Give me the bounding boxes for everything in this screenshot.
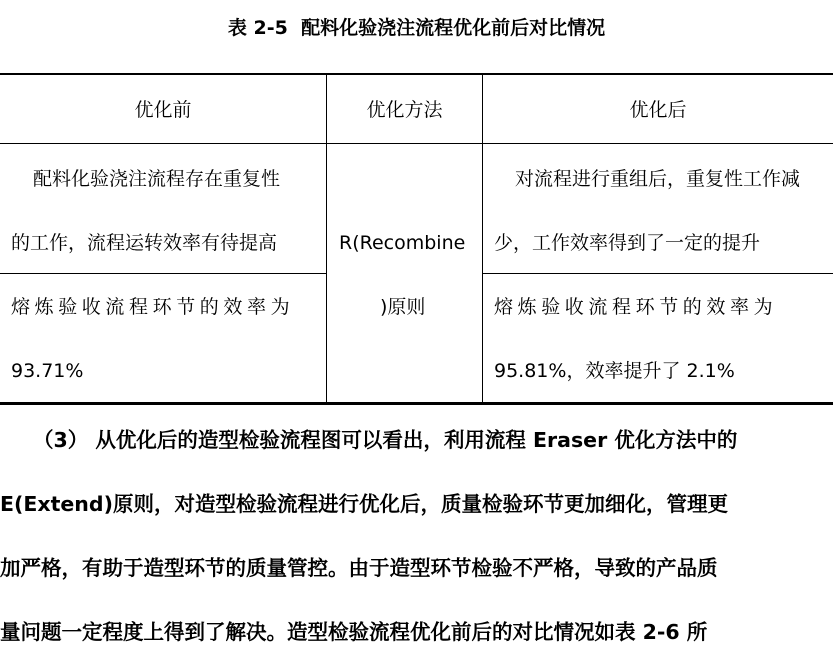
paragraph-line: （3） 从优化后的造型检验流程图可以看出，利用流程 Eraser 优化方法中的 <box>33 428 738 452</box>
row2-before-line2: 93.71% <box>11 360 84 382</box>
row1-before-line1: 配料化验浇注流程存在重复性 <box>33 168 281 190</box>
method-line2: )原则 <box>380 296 426 318</box>
row2-before-line1: 熔炼验收流程环节的效率为 <box>11 296 295 318</box>
row1-before-line2: 的工作，流程运转效率有待提高 <box>11 232 278 254</box>
row1-after-line1: 对流程进行重组后，重复性工作减 <box>515 168 801 190</box>
header-method: 优化方法 <box>366 99 443 121</box>
row2-after-line2: 95.81%，效率提升了 2.1% <box>494 360 735 382</box>
paragraph-line: 量问题一定程度上得到了解决。造型检验流程优化前后的对比情况如表 2-6 所 <box>0 620 708 644</box>
header-after: 优化后 <box>629 99 687 121</box>
method-line1: R(Recombine <box>339 232 466 254</box>
header-before: 优化前 <box>134 99 192 121</box>
paragraph-line: 加严格，有助于造型环节的质量管控。由于造型环节检验不严格，导致的产品质 <box>0 556 718 580</box>
comparison-table <box>0 73 833 405</box>
paragraph-line: E(Extend)原则，对造型检验流程进行优化后，质量检验环节更加细化，管理更 <box>0 492 728 516</box>
row1-after-line2: 少，工作效率得到了一定的提升 <box>494 232 761 254</box>
row2-after-line1: 熔炼验收流程环节的效率为 <box>494 296 778 318</box>
table-caption: 表 2-5 配料化验浇注流程优化前后对比情况 <box>227 17 606 39</box>
